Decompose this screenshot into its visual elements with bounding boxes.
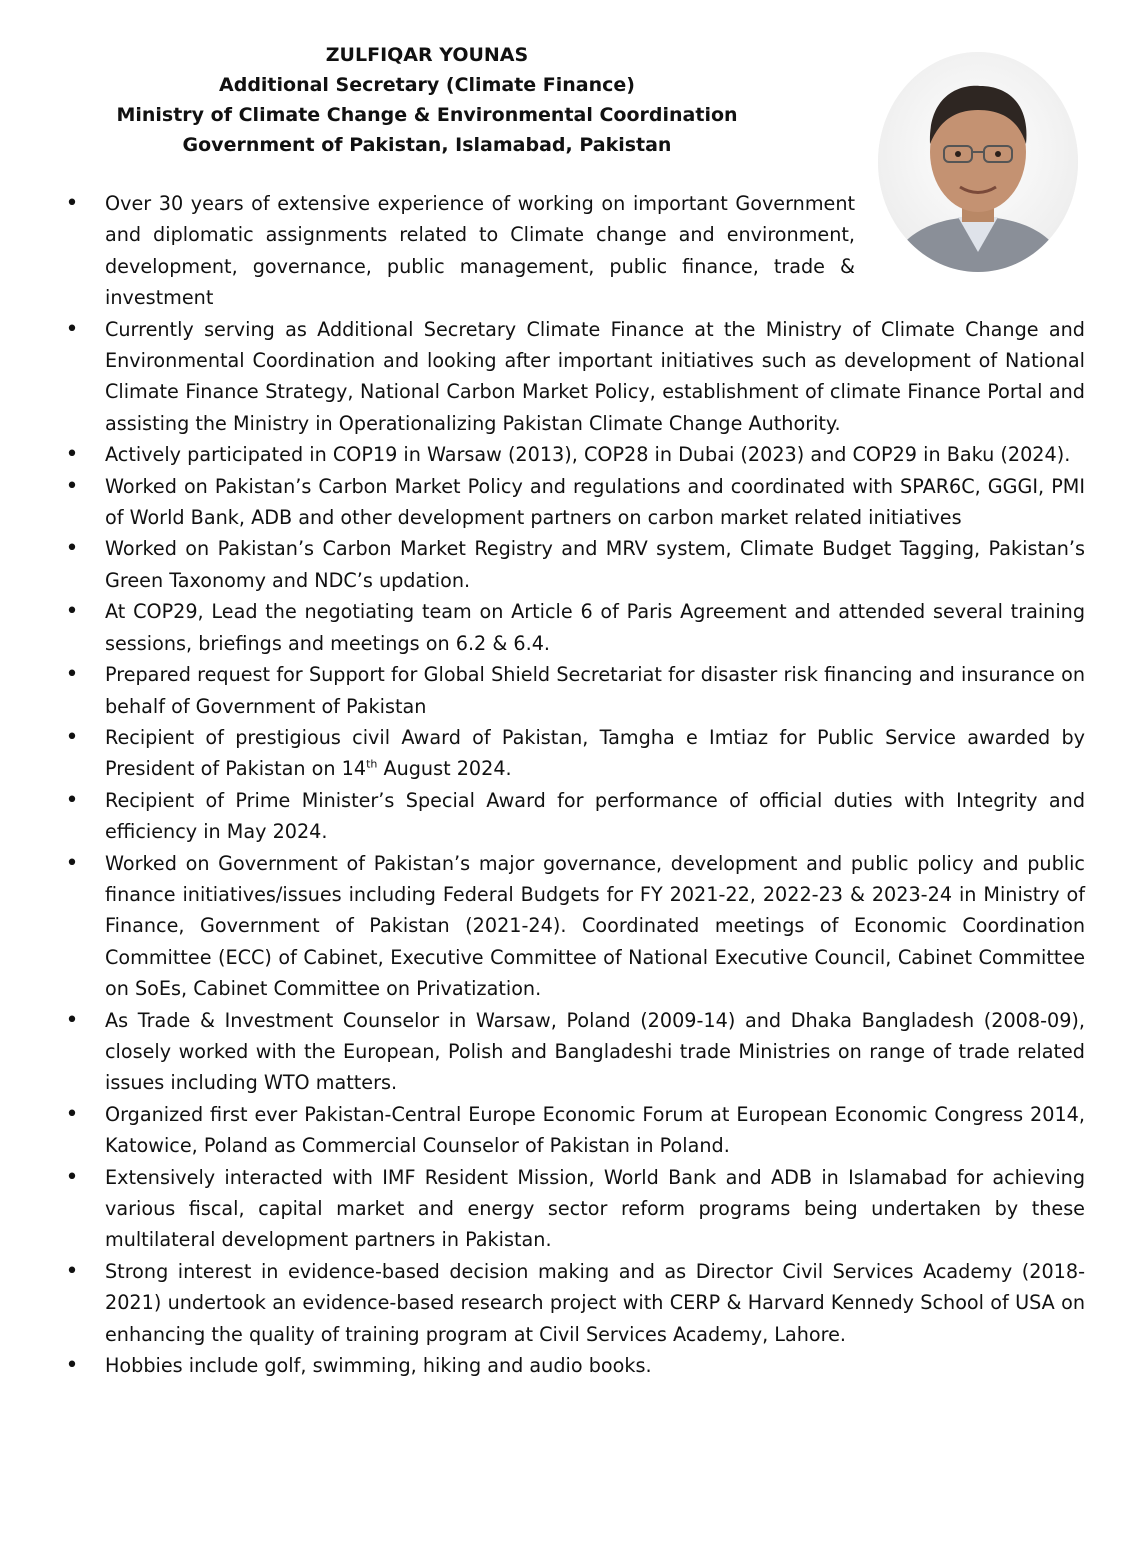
- list-item-text-part: August 2024.: [377, 757, 512, 781]
- list-item-text: Currently serving as Additional Secretary Climate Finance at the Ministry of Climate Change and Environmental Coordination and looking after important initiatives such as development of National Climate Finance Strategy, National Carbon Market Policy, establishment of climate Finance Portal and assisting the Ministry in Operationalizing Pakistan Climate Change Authority.: [105, 317, 1085, 435]
- bullet-icon: [62, 1162, 82, 1193]
- list-item: [0, 1256, 1085, 1350]
- bullet-icon: [62, 471, 82, 502]
- list-item-text: As Trade & Investment Counselor in Warsaw, Poland (2009-14) and Dhaka Bangladesh (2008-09), closely worked with the European, Polish and Bangladeshi trade Ministries on range of trade related issues including WTO matters.: [105, 1008, 1085, 1095]
- location: Government of Pakistan, Islamabad, Pakistan: [182, 134, 672, 156]
- bullet-icon: [62, 785, 82, 816]
- bullet-icon: [62, 1005, 82, 1036]
- list-item-text: Organized first ever Pakistan-Central Europe Economic Forum at European Economic Congress 2014, Katowice, Poland as Commercial Counselor of Pakistan in Poland.: [105, 1102, 1085, 1158]
- bullet-icon: [62, 1099, 82, 1130]
- bullet-icon: [62, 848, 82, 879]
- list-item: [0, 659, 1085, 722]
- list-item: [0, 1005, 1085, 1099]
- bullet-icon: [62, 722, 82, 753]
- list-item-text: Prepared request for Support for Global Shield Secretariat for disaster risk financing and insurance on behalf of Government of Pakistan: [105, 663, 1085, 718]
- ordinal-suffix: th: [366, 757, 378, 771]
- list-item: [0, 596, 1085, 659]
- list-item: [0, 848, 1085, 1005]
- list-item-text-part: Recipient of prestigious civil Award of Pakistan, Tamgha e Imtiaz for Public Service awarded by President of Pakistan on 14: [105, 725, 1085, 781]
- list-item-text: Strong interest in evidence-based decision making and as Director Civil Services Academy (2018-2021) undertook an evidence-based research project with CERP & Harvard Kennedy School of USA on enhancing the quality of training program at Civil Services Academy, Lahore.: [105, 1259, 1085, 1346]
- list-item-text: Recipient of Prime Minister’s Special Award for performance of official duties with Integrity and efficiency in May 2024.: [105, 788, 1085, 844]
- bullet-icon: [62, 188, 82, 219]
- list-item-text: Worked on Pakistan’s Carbon Market Registry and MRV system, Climate Budget Tagging, Pakistan’s Green Taxonomy and NDC’s updation.: [105, 537, 1085, 592]
- list-item-text: Worked on Government of Pakistan’s major governance, development and public policy and public finance initiatives/issues including Federal Budgets for FY 2021-22, 2022-23 & 2023-24 in Ministry of Finance, Government of Pakistan (2021-24). Coordinated meetings of Economic Coordination Committee (ECC) of Cabinet, Executive Committee of National Executive Council, Cabinet Committee on SoEs, Cabinet Committee on Privatization.: [105, 851, 1085, 1001]
- bullet-icon: [62, 533, 82, 564]
- bullet-icon: [62, 1256, 82, 1287]
- list-item: [0, 785, 1085, 848]
- list-item-text: Extensively interacted with IMF Resident Mission, World Bank and ADB in Islamabad for achieving various fiscal, capital market and energy sector reform programs being undertaken by these multilateral development partners in Pakistan.: [105, 1165, 1085, 1252]
- bullet-list: [0, 188, 1134, 1381]
- ministry: Ministry of Climate Change & Environmental Coordination: [116, 104, 738, 126]
- person-name: ZULFIQAR YOUNAS: [325, 44, 529, 66]
- bullet-icon: [62, 1350, 82, 1381]
- list-item: [0, 1099, 1085, 1162]
- list-item: [0, 1350, 1085, 1381]
- bullet-icon: [62, 596, 82, 627]
- list-item: [0, 1162, 1085, 1256]
- list-item-text: Worked on Pakistan’s Carbon Market Policy and regulations and coordinated with SPAR6C, GGGI, PMI of World Bank, ADB and other development partners on carbon market related initiatives: [105, 474, 1085, 530]
- list-item-text: At COP29, Lead the negotiating team on Article 6 of Paris Agreement and attended several training sessions, briefings and meetings on 6.2 & 6.4.: [105, 600, 1085, 655]
- list-item: [0, 533, 1085, 596]
- bullet-icon: [62, 314, 82, 345]
- list-item: [0, 439, 1085, 470]
- list-item: [0, 471, 1085, 534]
- list-item: [0, 314, 1085, 440]
- designation: Additional Secretary (Climate Finance): [219, 74, 635, 96]
- list-item-text: Over 30 years of extensive experience of working on important Government and diplomatic assignments related to Climate change and environment, development, governance, public management, public finance, trade & investment: [105, 192, 855, 310]
- bullet-icon: [62, 659, 82, 690]
- list-item-text: Actively participated in COP19 in Warsaw (2013), COP28 in Dubai (2023) and COP29 in Baku (2024).: [105, 443, 1071, 467]
- document-header: [0, 40, 854, 160]
- list-item: [0, 188, 855, 314]
- list-item-text: Hobbies include golf, swimming, hiking and audio books.: [105, 1354, 652, 1378]
- bullet-icon: [62, 439, 82, 470]
- list-item: [0, 722, 1085, 785]
